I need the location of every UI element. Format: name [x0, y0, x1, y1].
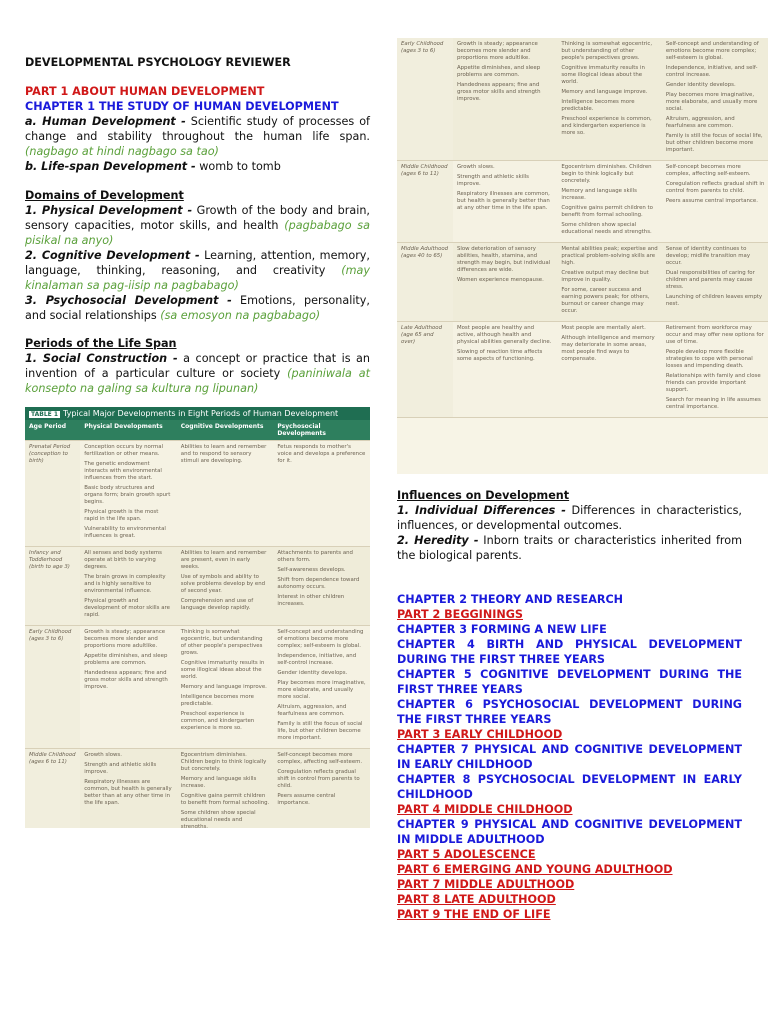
cell-line: Growth is steady; appearance becomes more slender and proportions more adultlike.	[84, 629, 166, 649]
age-period-cell: Middle Childhood (ages 6 to 11)	[397, 161, 453, 243]
cell-line: Abilities to learn and remember are present, even in early weeks.	[180, 550, 267, 570]
development-table-continued	[397, 38, 768, 418]
table-image-1	[25, 407, 370, 828]
table-row	[397, 243, 768, 322]
cell-line: Egocentrism diminishes. Children begin to think logically but concretely.	[180, 752, 267, 772]
development-table	[25, 420, 370, 828]
toc-part: PART 4 MIDDLE CHILDHOOD	[397, 803, 573, 816]
cell-line: Gender identity develops.	[277, 670, 348, 676]
psy-cell	[273, 749, 370, 829]
influence-term: 2. Heredity -	[397, 534, 479, 547]
document-title: DEVELOPMENTAL PSYCHOLOGY REVIEWER	[25, 56, 291, 69]
cell-line: Launching of children leaves empty nest.	[665, 294, 763, 307]
cell-line: Family is still the focus of social life, but other children become more important.	[665, 133, 763, 153]
definition-life-span	[25, 159, 370, 174]
toc-part: PART 2 BEGGININGS	[397, 608, 523, 621]
influence-text: Inborn traits or characteristics inherited from the biological parents.	[397, 534, 742, 562]
phys-cell	[80, 547, 177, 626]
table-row	[25, 547, 370, 626]
cell-line: Altruism, aggression, and fearfulness are common.	[277, 704, 347, 717]
influences-list	[397, 503, 742, 563]
domain-text: Learning, attention, memory, language, thinking, reasoning, and creativity	[25, 249, 370, 277]
psy-cell	[662, 243, 768, 322]
cell-line: For some, career success and earning powers peak; for others, burnout or career change may occur.	[561, 287, 650, 314]
psy-cell	[662, 161, 768, 243]
table-row	[25, 626, 370, 749]
periods-section	[25, 336, 370, 396]
cell-line: Self-concept becomes more complex, affecting self-esteem.	[277, 752, 363, 765]
domain-item	[25, 248, 370, 293]
phys-cell	[80, 626, 177, 749]
cell-line: Vulnerability to environmental influences is great.	[84, 526, 166, 539]
cell-line: Slowing of reaction time affects some aspects of functioning.	[456, 349, 543, 362]
table-row	[25, 749, 370, 829]
cell-line: Fetus responds to mother's voice and develops a preference for it.	[277, 444, 366, 464]
cell-line: Growth slows.	[456, 164, 495, 170]
domain-item	[25, 203, 370, 248]
cell-line: Mental abilities peak; expertise and practical problem-solving skills are high.	[561, 246, 658, 266]
definition-term: a. Human Development -	[25, 115, 186, 128]
cell-line: Peers assume central importance.	[277, 793, 336, 806]
cell-line: Some children show special educational needs and strengths.	[180, 810, 256, 828]
domain-translation: (pagbabago sa pisikal na anyo)	[25, 219, 370, 247]
cell-line: Gender identity develops.	[665, 82, 736, 88]
cell-line: Memory and language improve.	[180, 684, 267, 690]
phys-cell	[80, 749, 177, 829]
toc-part: PART 9 THE END OF LIFE	[397, 908, 551, 921]
cell-line: All senses and body systems operate at birth to varying degrees.	[84, 550, 162, 570]
age-period-cell: Early Childhood (ages 3 to 6)	[397, 38, 453, 161]
age-period-cell: Early Childhood (ages 3 to 6)	[25, 626, 80, 749]
social-construction-definition	[25, 351, 370, 396]
age-period-cell: Late Adulthood (age 65 and over)	[397, 322, 453, 418]
cell-line: The genetic endowment interacts with environmental influences from the start.	[84, 461, 162, 481]
cell-line: Intelligence becomes more predictable.	[180, 694, 254, 707]
domain-term: 1. Physical Development -	[25, 204, 193, 217]
toc-chapter: CHAPTER 9 PHYSICAL AND COGNITIVE DEVELOPMENT IN MIDDLE ADULTHOOD	[397, 818, 742, 846]
influence-text: Differences in characteristics, influences, or developmental outcomes.	[397, 504, 742, 532]
definition-translation: (nagbago at hindi nagbago sa tao)	[25, 145, 219, 158]
cell-line: Play becomes more imaginative, more elaborate, and usually more social.	[665, 92, 758, 112]
table-header-cell: Physical Developments	[80, 420, 177, 441]
part1-heading: PART 1 ABOUT HUMAN DEVELOPMENT	[25, 85, 265, 98]
age-period-cell: Middle Adulthood (ages 40 to 65)	[397, 243, 453, 322]
cell-line: Some children show special educational needs and strengths.	[561, 222, 652, 235]
cog-cell	[177, 749, 274, 829]
table-row	[25, 441, 370, 547]
cell-line: Search for meaning in life assumes central importance.	[665, 397, 761, 410]
definition-text: womb to tomb	[195, 160, 281, 173]
table-of-contents	[397, 592, 742, 922]
periods-heading: Periods of the Life Span	[25, 337, 177, 350]
cog-cell	[177, 441, 274, 547]
cell-line: Strength and athletic skills improve.	[456, 174, 529, 187]
table-row	[397, 38, 768, 161]
cell-line: Creative output may decline but improve in quality.	[561, 270, 649, 283]
toc-part: PART 6 EMERGING AND YOUNG ADULTHOOD	[397, 863, 673, 876]
phys-cell	[453, 38, 557, 161]
cell-line: The brain grows in complexity and is highly sensitive to environmental influence.	[84, 574, 166, 594]
influence-term: 1. Individual Differences -	[397, 504, 566, 517]
definition-human-development	[25, 114, 370, 159]
cell-line: Most people are mentally alert.	[561, 325, 646, 331]
chapter1-heading: CHAPTER 1 THE STUDY OF HUMAN DEVELOPMENT	[25, 100, 339, 113]
cell-line: People develop more flexible strategies to cope with personal losses and impending death.	[665, 349, 753, 369]
cell-line: Coregulation reflects gradual shift in control from parents to child.	[665, 181, 765, 194]
cog-cell	[177, 547, 274, 626]
cell-line: Basic body structures and organs form; brain growth spurt begins.	[84, 485, 171, 505]
cell-line: Memory and language improve.	[561, 89, 648, 95]
cell-line: Conception occurs by normal fertilization or other means.	[84, 444, 164, 457]
cell-line: Family is still the focus of social life, but other children become more important.	[277, 721, 363, 741]
age-period-cell: Prenatal Period (conception to birth)	[25, 441, 80, 547]
psy-cell	[273, 626, 370, 749]
cell-line: Slow deterioration of sensory abilities, health, stamina, and strength may begin, but individual differences are wide.	[456, 246, 551, 273]
cell-line: Altruism, aggression, and fearfulness are common.	[665, 116, 735, 129]
toc-part: PART 5 ADOLESCENCE	[397, 848, 536, 861]
toc-part: PART 7 MIDDLE ADULTHOOD	[397, 878, 575, 891]
cell-line: Thinking is somewhat egocentric, but understanding of other people's perspectives grows.	[180, 629, 263, 656]
toc-chapter: CHAPTER 8 PSYCHOSOCIAL DEVELOPMENT IN EARLY CHILDHOOD	[397, 773, 742, 801]
cell-line: Use of symbols and ability to solve problems develop by end of second year.	[180, 574, 266, 594]
domains-section	[25, 188, 370, 323]
domains-heading: Domains of Development	[25, 189, 184, 202]
cell-line: Appetite diminishes, and sleep problems are common.	[456, 65, 541, 78]
domain-item	[25, 293, 370, 323]
cell-line: Shift from dependence toward autonomy occurs.	[277, 577, 360, 590]
toc-chapter: CHAPTER 3 FORMING A NEW LIFE	[397, 623, 607, 636]
table-row	[397, 161, 768, 243]
cell-line: Peers assume central importance.	[665, 198, 758, 204]
psy-cell	[662, 38, 768, 161]
cell-line: Strength and athletic skills improve.	[84, 762, 157, 775]
cell-line: Cognitive immaturity results in some illogical ideas about the world.	[561, 65, 645, 85]
influences-section	[397, 488, 742, 563]
cog-cell	[557, 161, 661, 243]
domain-translation: (sa emosyon na pagbabago)	[160, 309, 321, 322]
domain-term: 2. Cognitive Development -	[25, 249, 200, 262]
cell-line: Handedness appears; fine and gross motor skills and strength improve.	[84, 670, 168, 690]
definition-term: b. Life-span Development -	[25, 160, 196, 173]
age-period-cell: Infancy and Toddlerhood (birth to age 3)	[25, 547, 80, 626]
definition-text: Scientific study of processes of change and stability throughout the human life span.	[25, 115, 370, 143]
cell-line: Handedness appears; fine and gross motor skills and strength improve.	[456, 82, 541, 102]
phys-cell	[80, 441, 177, 547]
cell-line: Egocentrism diminishes. Children begin to think logically but concretely.	[561, 164, 652, 184]
psy-cell	[273, 547, 370, 626]
cell-line: Appetite diminishes, and sleep problems are common.	[84, 653, 168, 666]
domain-text: Emotions, personality, and social relationships	[25, 294, 370, 322]
cell-line: Growth is steady; appearance becomes more slender and proportions more adultlike.	[456, 41, 538, 61]
cell-line: Respiratory illnesses are common, but health is generally better than at any other time in the life span.	[456, 191, 550, 211]
table-header-cell: Age Period	[25, 420, 80, 441]
influences-heading: Influences on Development	[397, 489, 570, 502]
cell-line: Preschool experience is common, and kindergarten experience is more so.	[561, 116, 652, 136]
toc-chapter: CHAPTER 2 THEORY AND RESEARCH	[397, 593, 624, 606]
cell-line: Self-awareness develops.	[277, 567, 346, 573]
phys-cell	[453, 243, 557, 322]
cog-cell	[557, 38, 661, 161]
toc-chapter: CHAPTER 5 COGNITIVE DEVELOPMENT DURING THE FIRST THREE YEARS	[397, 668, 742, 696]
cell-line: Relationships with family and close friends can provide important support.	[665, 373, 761, 393]
toc-chapter: CHAPTER 7 PHYSICAL AND COGNITIVE DEVELOPMENT IN EARLY CHILDHOOD	[397, 743, 742, 771]
toc-chapter: CHAPTER 4 BIRTH AND PHYSICAL DEVELOPMENT DURING THE FIRST THREE YEARS	[397, 638, 742, 666]
domain-text: Growth of the body and brain, sensory capacities, motor skills, and health	[25, 204, 370, 232]
cell-line: Intelligence becomes more predictable.	[561, 99, 635, 112]
cell-line: Sense of identity continues to develop; midlife transition may occur.	[665, 246, 751, 266]
cell-line: Physical growth and development of motor skills are rapid.	[84, 598, 170, 618]
influence-item	[397, 503, 742, 533]
cell-line: Attachments to parents and others form.	[277, 550, 353, 563]
definition-term: 1. Social Construction -	[25, 352, 178, 365]
cell-line: Comprehension and use of language develop rapidly.	[180, 598, 254, 611]
table-header-cell: Cognitive Developments	[177, 420, 274, 441]
toc-part: PART 3 EARLY CHILDHOOD	[397, 728, 563, 741]
cell-line: Independence, initiative, and self-control increase.	[277, 653, 357, 666]
table-title	[25, 407, 370, 420]
psy-cell	[273, 441, 370, 547]
psy-cell	[662, 322, 768, 418]
table-title-text: Typical Major Developments in Eight Periods of Human Development	[63, 409, 339, 418]
definition-text: a concept or practice that is an invention of a particular culture or society	[25, 352, 371, 380]
definition-translation: (paniniwala at konsepto na galing sa kultura ng lipunan)	[25, 367, 370, 395]
cell-line: Preschool experience is common, and kindergarten experience is more so.	[180, 711, 255, 731]
cog-cell	[557, 243, 661, 322]
toc-part: PART 8 LATE ADULTHOOD	[397, 893, 556, 906]
cell-line: Self-concept and understanding of emotions become more complex; self-esteem is global.	[277, 629, 364, 649]
table-image-2	[397, 38, 768, 474]
cell-line: Memory and language skills increase.	[561, 188, 637, 201]
cell-line: Coregulation reflects gradual shift in control from parents to child.	[277, 769, 360, 789]
cell-line: Interest in other children increases.	[277, 594, 345, 607]
cell-line: Independence, initiative, and self-control increase.	[665, 65, 758, 78]
phys-cell	[453, 161, 557, 243]
cell-line: Play becomes more imaginative, more elaborate, and usually more social.	[277, 680, 366, 700]
toc-chapter: CHAPTER 6 PSYCHOSOCIAL DEVELOPMENT DURING THE FIRST THREE YEARS	[397, 698, 742, 726]
age-period-cell: Middle Childhood (ages 6 to 11)	[25, 749, 80, 829]
cell-line: Women experience menopause.	[456, 277, 544, 283]
table-header-cell: Psychosocial Developments	[273, 420, 370, 441]
domain-translation: (may kinalaman sa pag-iisip na pagbabago)	[25, 264, 370, 292]
cog-cell	[557, 322, 661, 418]
cell-line: Growth slows.	[84, 752, 122, 758]
domain-term: 3. Psychosocial Development -	[25, 294, 232, 307]
cell-line: Retirement from workforce may occur and may offer new options for use of time.	[665, 325, 764, 345]
cell-line: Abilities to learn and remember and to respond to sensory stimuli are developing.	[180, 444, 267, 464]
cell-line: Most people are healthy and active, although health and physical abilities generally decline.	[456, 325, 552, 345]
cell-line: Thinking is somewhat egocentric, but understanding of other people's perspectives grows.	[561, 41, 653, 61]
cell-line: Cognitive immaturity results in some illogical ideas about the world.	[180, 660, 265, 680]
cell-line: Respiratory illnesses are common, but health is generally better than at any other time in the life span.	[84, 779, 172, 806]
cell-line: Memory and language skills increase.	[180, 776, 257, 789]
influence-item	[397, 533, 742, 563]
table-label: TABLE 1	[31, 411, 59, 418]
domains-list	[25, 203, 370, 323]
cell-line: Cognitive gains permit children to benefit from formal schooling.	[561, 205, 653, 218]
cell-line: Physical growth is the most rapid in the life span.	[84, 509, 159, 522]
cell-line: Self-concept and understanding of emotions become more complex; self-esteem is global.	[665, 41, 759, 61]
phys-cell	[453, 322, 557, 418]
table-row	[397, 322, 768, 418]
cell-line: Self-concept becomes more complex, affecting self-esteem.	[665, 164, 751, 177]
part1-section	[25, 84, 370, 174]
cog-cell	[177, 626, 274, 749]
cell-line: Cognitive gains permit children to benefit from formal schooling.	[180, 793, 270, 806]
cell-line: Although intelligence and memory may deteriorate in some areas, most people find ways to compensate.	[561, 335, 655, 362]
cell-line: Dual responsibilities of caring for children and parents may cause stress.	[665, 270, 755, 290]
